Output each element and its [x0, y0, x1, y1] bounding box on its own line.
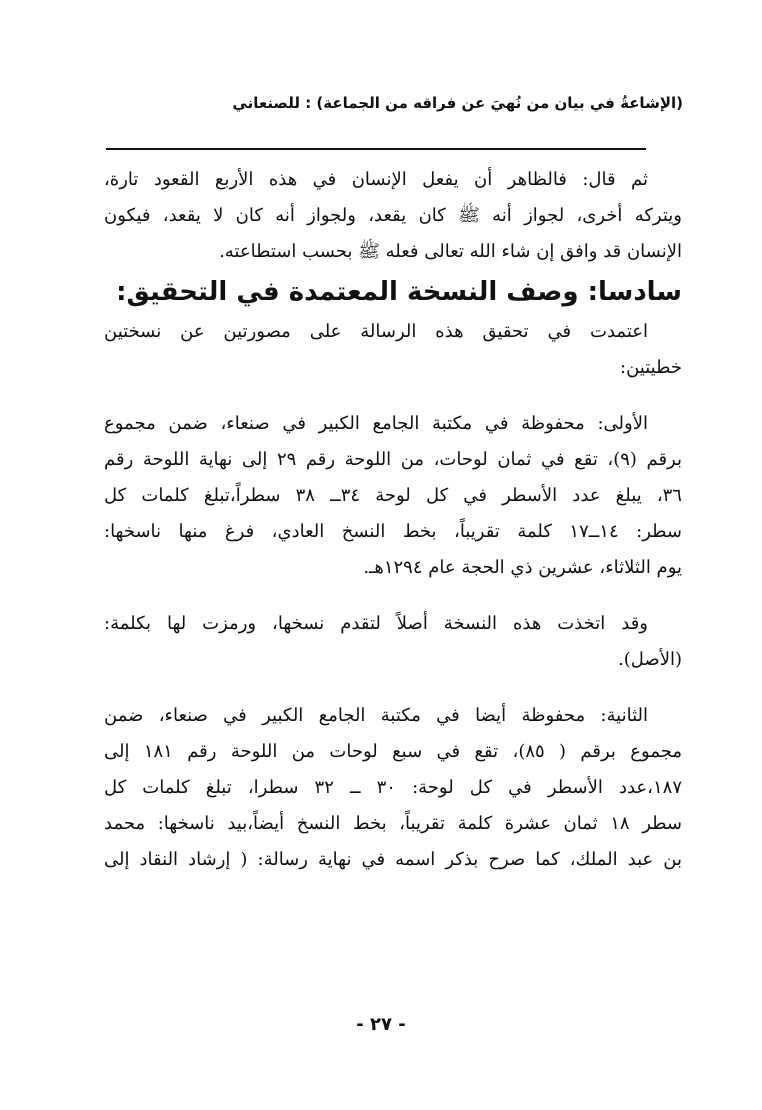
paragraph-line: سطر: ١٤ــ١٧ كلمة تقريباً، بخط النسخ العادي، فرغ منها ناسخها:	[104, 521, 682, 542]
paragraph-line: ٣٦، يبلغ عدد الأسطر في كل لوحة ٣٤ــ ٣٨ سطراً،تبلغ كلمات كل	[104, 485, 682, 506]
paragraph-line: يوم الثلاثاء، عشرين ذي الحجة عام ١٢٩٤هـ.	[363, 557, 682, 578]
paragraph-line: اعتمدت في تحقيق هذه الرسالة على مصورتين عن نسختين	[104, 321, 648, 342]
paragraph-line: الأولى: محفوظة في مكتبة الجامع الكبير في صنعاء، ضمن مجموع	[104, 413, 648, 434]
paragraph-gap	[104, 386, 682, 406]
paragraph-line: ثم قال: فالظاهر أن يفعل الإنسان في هذه الأربع القعود تارة،	[104, 169, 648, 190]
paragraph-line: ويتركه أخرى، لجواز أنه ﷺ كان يقعد، ولجواز أنه كان لا يقعد، فيكون	[104, 205, 682, 226]
paragraph-gap	[104, 586, 682, 606]
header-divider	[106, 148, 646, 150]
paragraph-line: الثانية: محفوظة أيضا في مكتبة الجامع الكبير في صنعاء، ضمن	[104, 705, 648, 726]
paragraph-line: ١٨٧،عدد الأسطر في كل لوحة: ٣٠ ــ ٣٢ سطرا، تبلغ كلمات كل	[104, 777, 682, 798]
paragraph-gap	[104, 678, 682, 698]
paragraph-line: وقد اتخذت هذه النسخة أصلاً لتقدم نسخها، ورمزت لها بكلمة:	[104, 613, 648, 634]
running-header: (الإشاعةُ في بيان من نُهيَ عن فراقه من الجماعة) : للصنعاني	[232, 94, 683, 112]
paragraph-line: سطر ١٨ ثمان عشرة كلمة تقريباً، بخط النسخ أيضاً،بيد ناسخها: محمد	[104, 813, 682, 834]
body-text	[104, 162, 682, 878]
paragraph-line: الإنسان قد وافق إن شاء الله تعالى فعله ﷺ بحسب استطاعته.	[219, 241, 682, 262]
paragraph-line: بن عبد الملك، كما صرح بذكر اسمه في نهاية رسالة: ( إرشاد النقاد إلى	[104, 849, 682, 870]
paragraph-line: مجموع برقم ( ٨٥)، تقع في سبع لوحات من اللوحة رقم ١٨١ إلى	[104, 741, 682, 762]
section-heading: سادسا: وصف النسخة المعتمدة في التحقيق:	[116, 277, 682, 307]
page-number: - ٢٧ -	[356, 1014, 406, 1035]
paragraph-line: برقم (٩)، تقع في ثمان لوحات، من اللوحة رقم ٢٩ إلى نهاية اللوحة رقم	[104, 449, 682, 470]
paragraph-line: خطيتين:	[620, 357, 682, 378]
paragraph-line: (الأصل).	[618, 649, 682, 670]
